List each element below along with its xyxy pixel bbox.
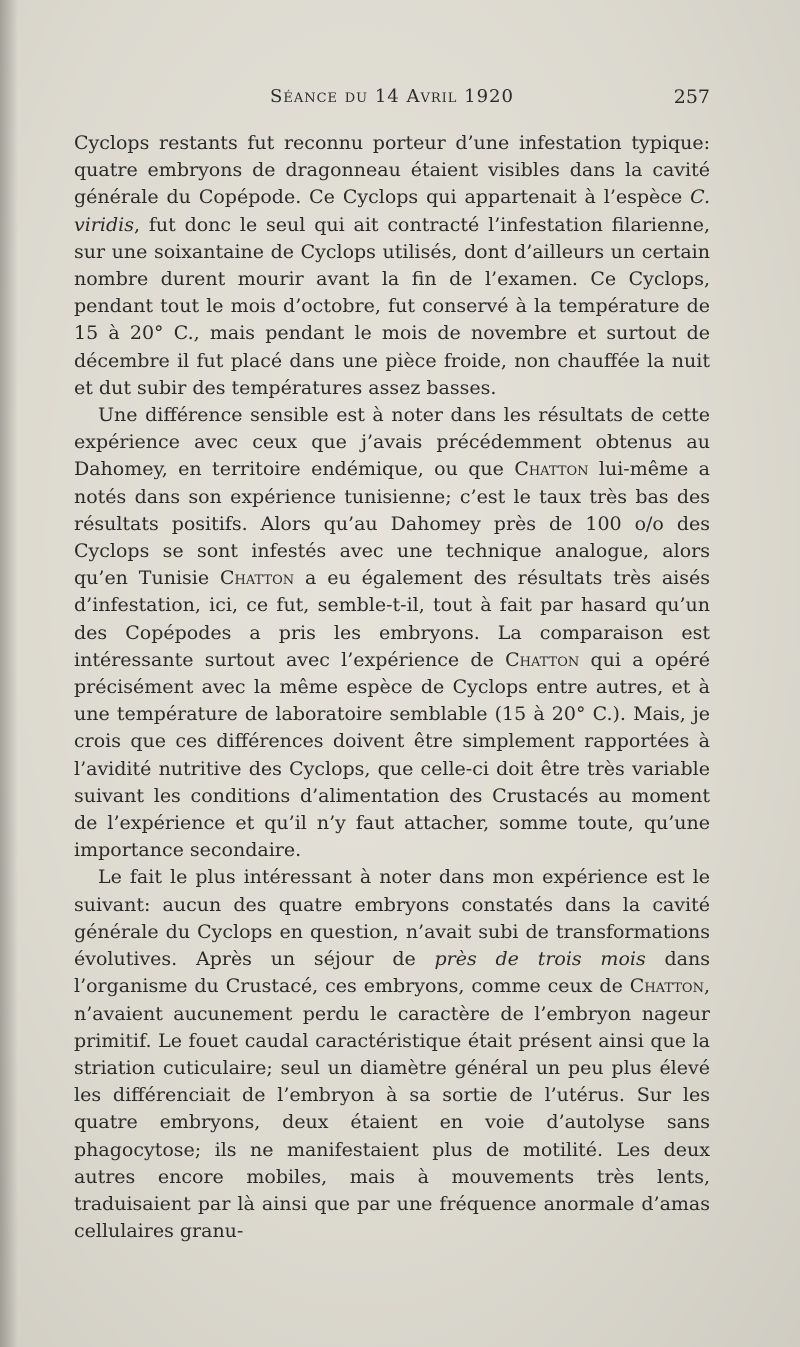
paragraph-2 xyxy=(74,402,710,864)
text-segment: a eu également des résultats très aisés d’infestation, ici, ce fut, semble-t-il, tout à fait par hasard qu’un des Copépodes a pris les embryons. La comparaison est intéressante surtout avec l’expérience de xyxy=(74,567,710,671)
text-segment: Chatton xyxy=(629,975,704,998)
text-segment: Chatton xyxy=(505,648,580,671)
page-number: 257 xyxy=(673,86,710,108)
paragraph-1 xyxy=(74,130,710,402)
text-segment: lui-même a notés dans son expérience tunisienne; c’est le taux très bas des résultats positifs. Alors qu’au Dahomey près de 100 o/o des Cyclops se sont infestés avec une technique analogue, alors qu’en Tunisie xyxy=(74,458,710,590)
running-title: Séance du 14 Avril 1920 xyxy=(270,86,514,107)
text-segment: Cyclops restants fut reconnu porteur d’une infestation typique: quatre embryons de dragonneau étaient visibles dans la cavité générale du Copépode. Ce Cyclops qui appartenait à l’espèce xyxy=(74,132,710,209)
text-segment: , fut donc le seul qui ait contracté l’infestation filarienne, sur une soixantaine de Cyclops utilisés, dont d’ailleurs un certain nombre durent mourir avant la fin de l’examen. Ce Cyclops, pendant tout le mois d’octobre, fut conservé à la température de 15 à 20° C., mais pendant le mois de novembre et surtout de décembre il fut placé dans une pièce froide, non chauffée la nuit et dut subir des températures assez basses. xyxy=(74,213,710,399)
body-text xyxy=(74,130,710,1245)
text-segment: Chatton xyxy=(514,458,589,481)
text-segment: près de trois mois xyxy=(434,948,646,971)
text-segment: Le fait le plus intéressant à noter dans mon expérience est le suivant: aucun des quatre embryons constatés dans la cavité générale du Cyclops en question, n’avait subi de transformations évolutives. Après un séjour de xyxy=(74,866,710,971)
page-edge-shadow xyxy=(0,0,18,1347)
text-segment: C. viridis xyxy=(74,186,710,236)
running-header xyxy=(74,86,710,114)
text-segment: Chatton xyxy=(219,567,295,590)
text-segment: , n’avaient aucunement perdu le caractère de l’embryon nageur primitif. Le fouet caudal caractéristique était présent ainsi que la striation cuticulaire; seul un diamètre général un peu plus élevé les différenciait de l’embryon à sa sortie de l’utérus. Sur les quatre embryons, deux étaient en voie d’autolyse sans phagocytose; ils ne manifestaient plus de motilité. Les deux autres encore mobiles, mais à mouvements très lents, traduisaient par là ainsi que par une fréquence anormale d’amas cellulaires granu- xyxy=(74,975,710,1243)
text-segment: qui a opéré précisément avec la même espèce de Cyclops entre autres, et à une température de laboratoire semblable (15 à 20° C.). Mais, je crois que ces différences doivent être simplement rapportées à l’avidité nutritive des Cyclops, que celle-ci doit être très variable suivant les conditions d’alimentation des Crustacés au moment de l’expérience et qu’il n’y faut attacher, somme toute, qu’une importance secondaire. xyxy=(74,648,710,862)
text-segment: Une différence sensible est à noter dans les résultats de cette expérience avec ceux que j’avais précédemment obtenus au Dahomey, en territoire endémique, ou que xyxy=(74,404,710,481)
paragraph-3 xyxy=(74,864,710,1245)
text-segment: dans l’organisme du Crustacé, ces embryons, comme ceux de xyxy=(74,948,710,998)
